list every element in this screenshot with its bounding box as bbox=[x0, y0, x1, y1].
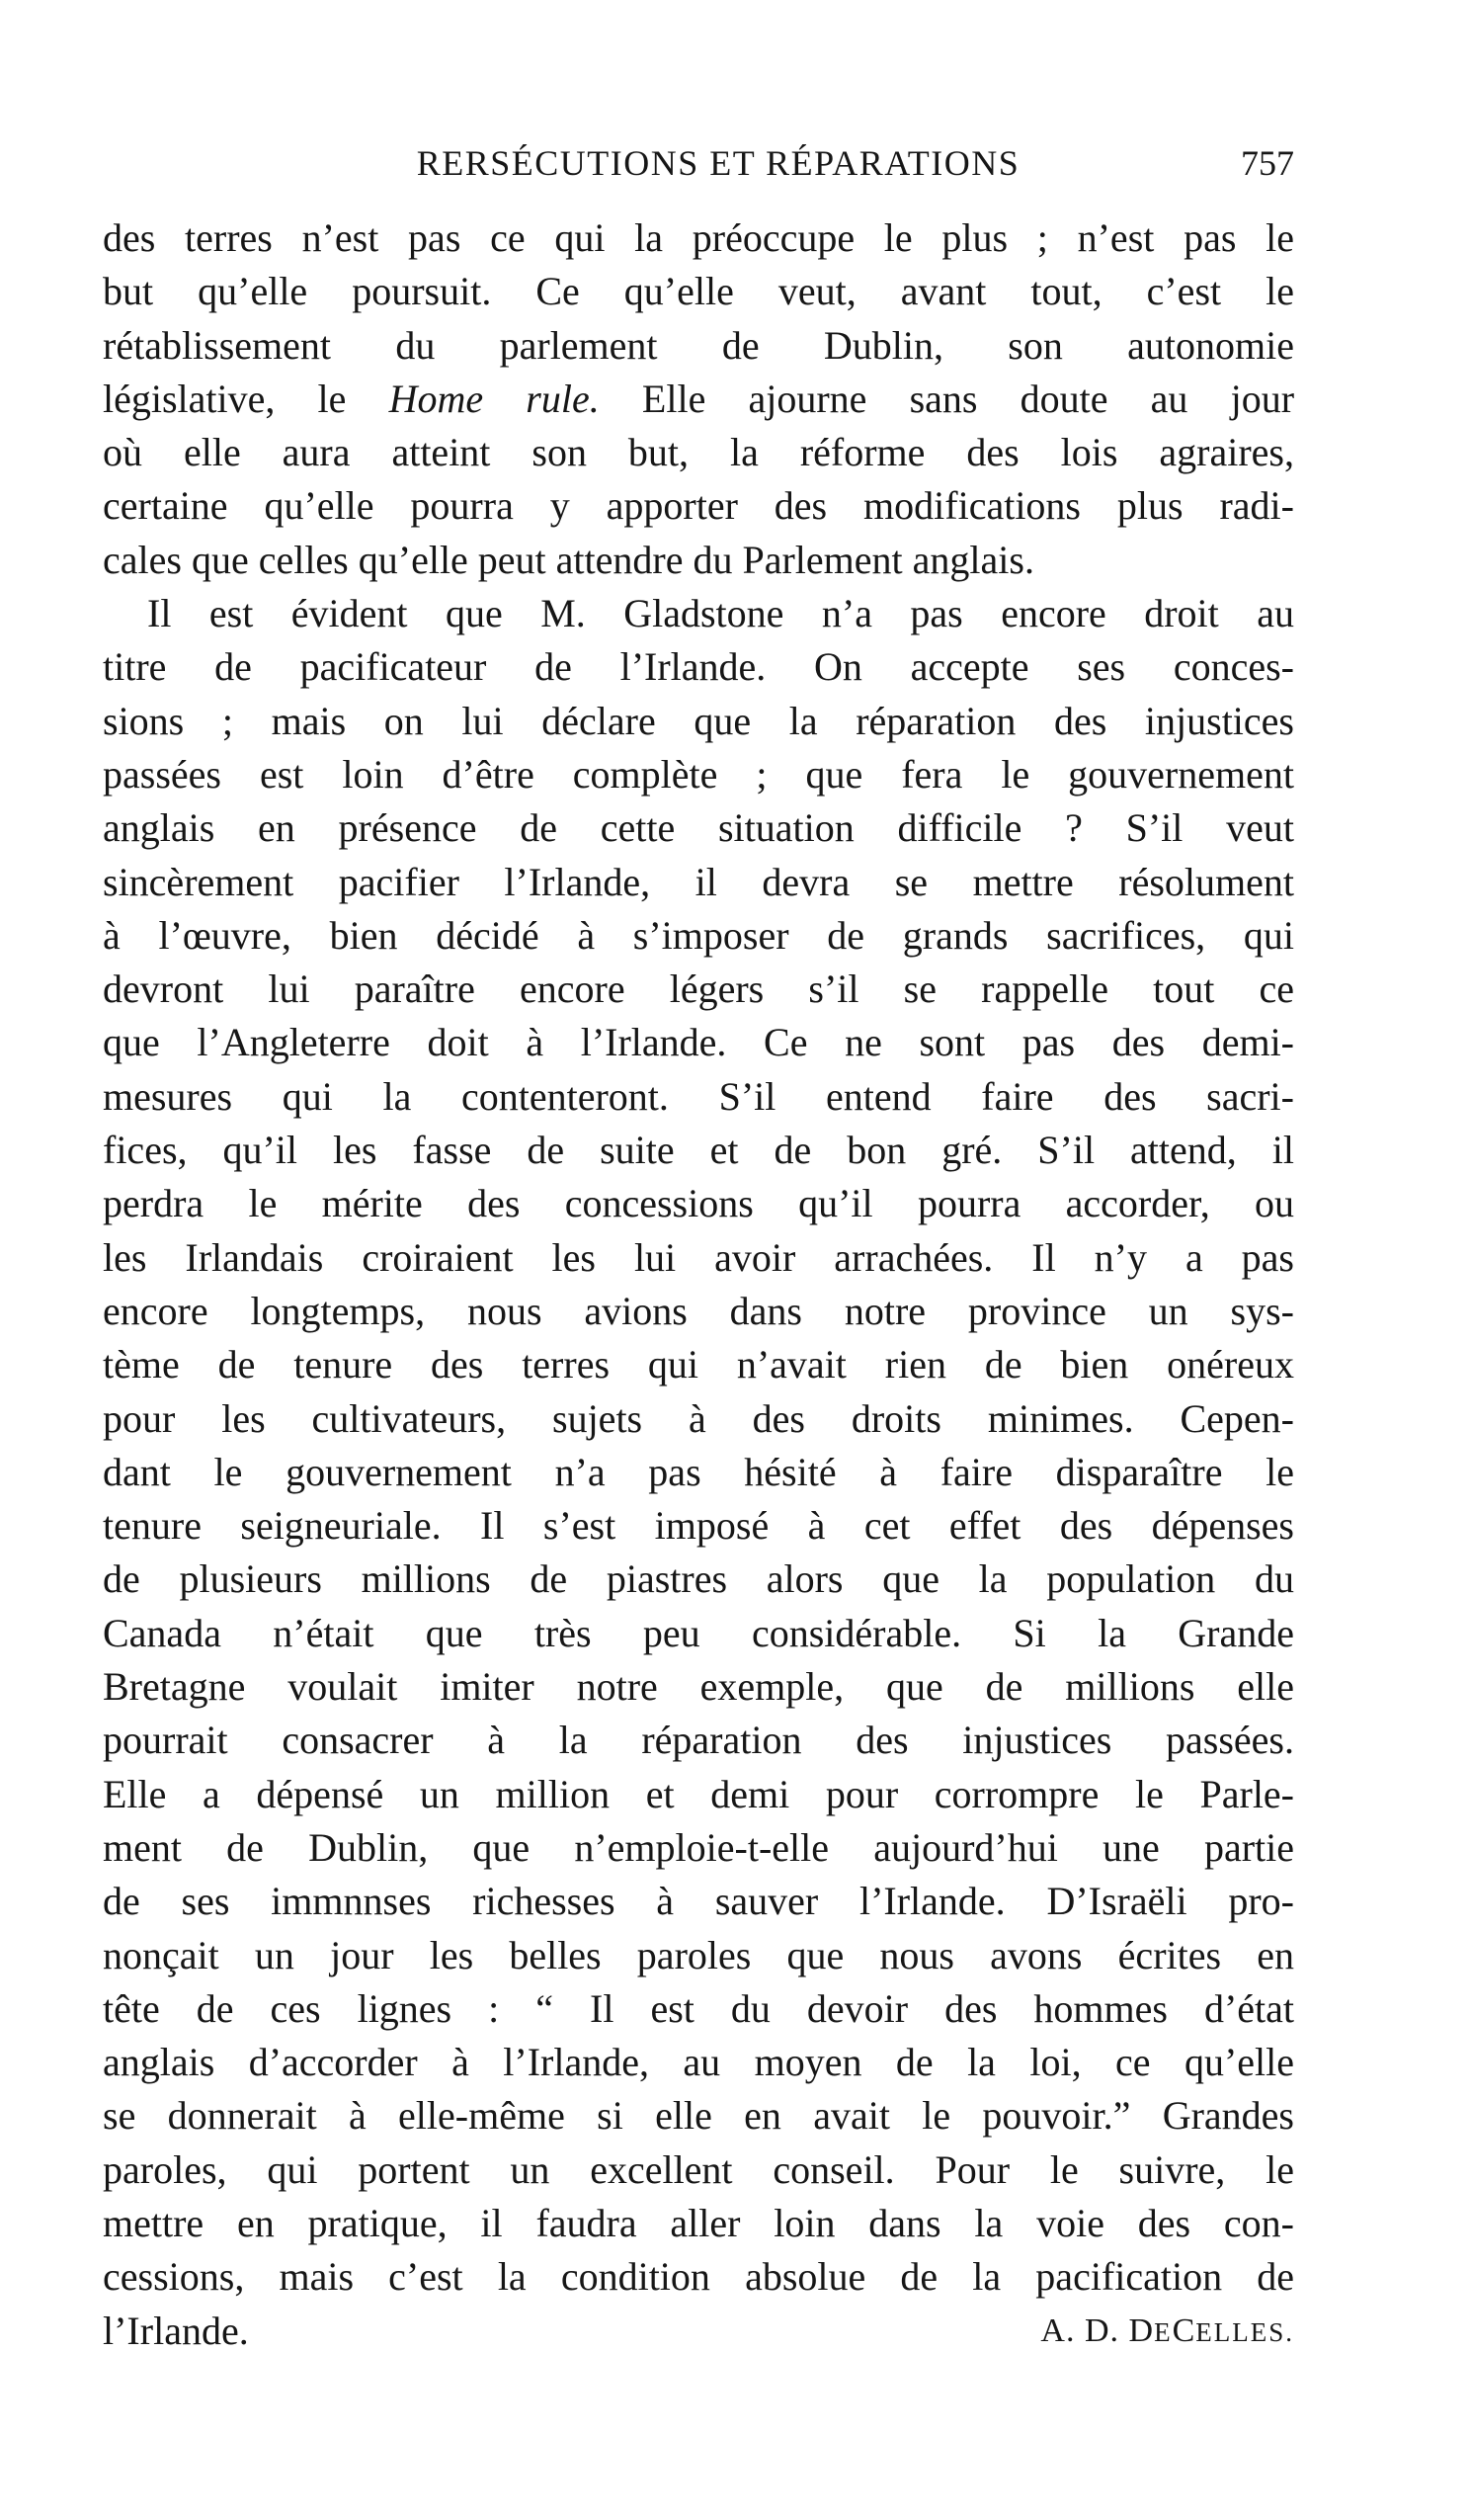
text-line: se donnerait à elle-même si elle en avait le pouvoir.” Grandes bbox=[103, 2093, 1294, 2139]
author-signature bbox=[1040, 2305, 1294, 2358]
text-line: certaine qu’elle pourra y apporter des modifications plus radi- bbox=[103, 483, 1294, 529]
text-line: pour les cultivateurs, sujets à des droits minimes. Cepen- bbox=[103, 1395, 1294, 1441]
signature-small-caps: ELLES. bbox=[1195, 2316, 1294, 2347]
text-line: but qu’elle poursuit. Ce qu’elle veut, avant tout, c’est le bbox=[103, 269, 1294, 314]
text-line-with-italic bbox=[103, 373, 1294, 426]
text-line: tème de tenure des terres qui n’avait rien de bien onéreux bbox=[103, 1342, 1294, 1387]
text-line: mettre en pratique, il faudra aller loin dans la voie des con- bbox=[103, 2200, 1294, 2245]
text-line: mesures qui la contenteront. S’il entend faire des sacri- bbox=[103, 1073, 1294, 1119]
signature-small-caps: E bbox=[1154, 2316, 1173, 2347]
text-line: Canada n’était que très peu considérable. Si la Grande bbox=[103, 1610, 1294, 1655]
paragraph-start-line: Il est évident que M. Gladstone n’a pas encore droit au bbox=[147, 591, 1294, 636]
text-line: de ses immnnses richesses à sauver l’Irlande. D’Israëli pro- bbox=[103, 1879, 1294, 1924]
text-line: cessions, mais c’est la condition absolue de la pacification de bbox=[103, 2254, 1294, 2300]
closing-line bbox=[103, 2305, 1294, 2358]
text-line: tête de ces lignes : “ Il est du devoir des hommes d’état bbox=[103, 1985, 1294, 2031]
text-line: Bretagne voulait imiter notre exemple, que de millions elle bbox=[103, 1664, 1294, 1710]
text-line: devront lui paraître encore légers s’il se rappelle tout ce bbox=[103, 966, 1294, 1012]
signature-capital: C bbox=[1172, 2311, 1196, 2349]
running-title: RERSÉCUTIONS ET RÉPARATIONS bbox=[416, 143, 1021, 183]
text-line: que l’Angleterre doit à l’Irlande. Ce ne sont pas des demi- bbox=[103, 1020, 1294, 1065]
text-line: à l’œuvre, bien décidé à s’imposer de grands sacrifices, qui bbox=[103, 912, 1294, 958]
text-line: anglais d’accorder à l’Irlande, au moyen de la loi, ce qu’elle bbox=[103, 2040, 1294, 2085]
text-line: sincèrement pacifier l’Irlande, il devra se mettre résolument bbox=[103, 859, 1294, 904]
text-segment: législative, le bbox=[103, 376, 347, 421]
text-line: de plusieurs millions de piastres alors que la population du bbox=[103, 1556, 1294, 1602]
text-line: perdra le mérite des concessions qu’il pourra accorder, ou bbox=[103, 1181, 1294, 1226]
text-line: passées est loin d’être complète ; que fera le gouvernement bbox=[103, 751, 1294, 797]
text-line: anglais en présence de cette situation difficile ? S’il veut bbox=[103, 805, 1294, 851]
body-text bbox=[103, 211, 1294, 2358]
text-line: dant le gouvernement n’a pas hésité à faire disparaître le bbox=[103, 1449, 1294, 1494]
running-head bbox=[103, 138, 1294, 188]
text-segment: l’Irlande. bbox=[103, 2308, 249, 2353]
text-line: Elle a dépensé un million et demi pour corrompre le Parle- bbox=[103, 1771, 1294, 1816]
text-line: les Irlandais croiraient les lui avoir arrachées. Il n’y a pas bbox=[103, 1234, 1294, 1280]
text-line: ment de Dublin, que n’emploie-t-elle aujourd’hui une partie bbox=[103, 1824, 1294, 1870]
text-line: rétablissement du parlement de Dublin, son autonomie bbox=[103, 322, 1294, 368]
text-line: nonçait un jour les belles paroles que nous avons écrites en bbox=[103, 1932, 1294, 1977]
page-number: 757 bbox=[1241, 143, 1294, 183]
text-segment: Elle ajourne sans doute au jour bbox=[641, 376, 1294, 421]
text-line: encore longtemps, nous avions dans notre province un sys- bbox=[103, 1288, 1294, 1333]
text-line: des terres n’est pas ce qui la préoccupe le plus ; n’est pas le bbox=[103, 215, 1294, 260]
text-line: tenure seigneuriale. Il s’est imposé à cet effet des dépenses bbox=[103, 1503, 1294, 1549]
signature-initials: A. D. D bbox=[1040, 2311, 1155, 2349]
text-line: où elle aura atteint son but, la réforme des lois agraires, bbox=[103, 430, 1294, 475]
text-line: pourrait consacrer à la réparation des injustices passées. bbox=[103, 1718, 1294, 1763]
paragraph-end-line: cales que celles qu’elle peut attendre du Parlement anglais. bbox=[103, 537, 1034, 582]
text-line: fices, qu’il les fasse de suite et de bon gré. S’il attend, il bbox=[103, 1128, 1294, 1173]
italic-phrase: Home rule. bbox=[388, 376, 600, 421]
text-line: titre de pacificateur de l’Irlande. On accepte ses conces- bbox=[103, 644, 1294, 690]
text-line: sions ; mais on lui déclare que la réparation des injustices bbox=[103, 698, 1294, 743]
text-line: paroles, qui portent un excellent conseil. Pour le suivre, le bbox=[103, 2146, 1294, 2192]
